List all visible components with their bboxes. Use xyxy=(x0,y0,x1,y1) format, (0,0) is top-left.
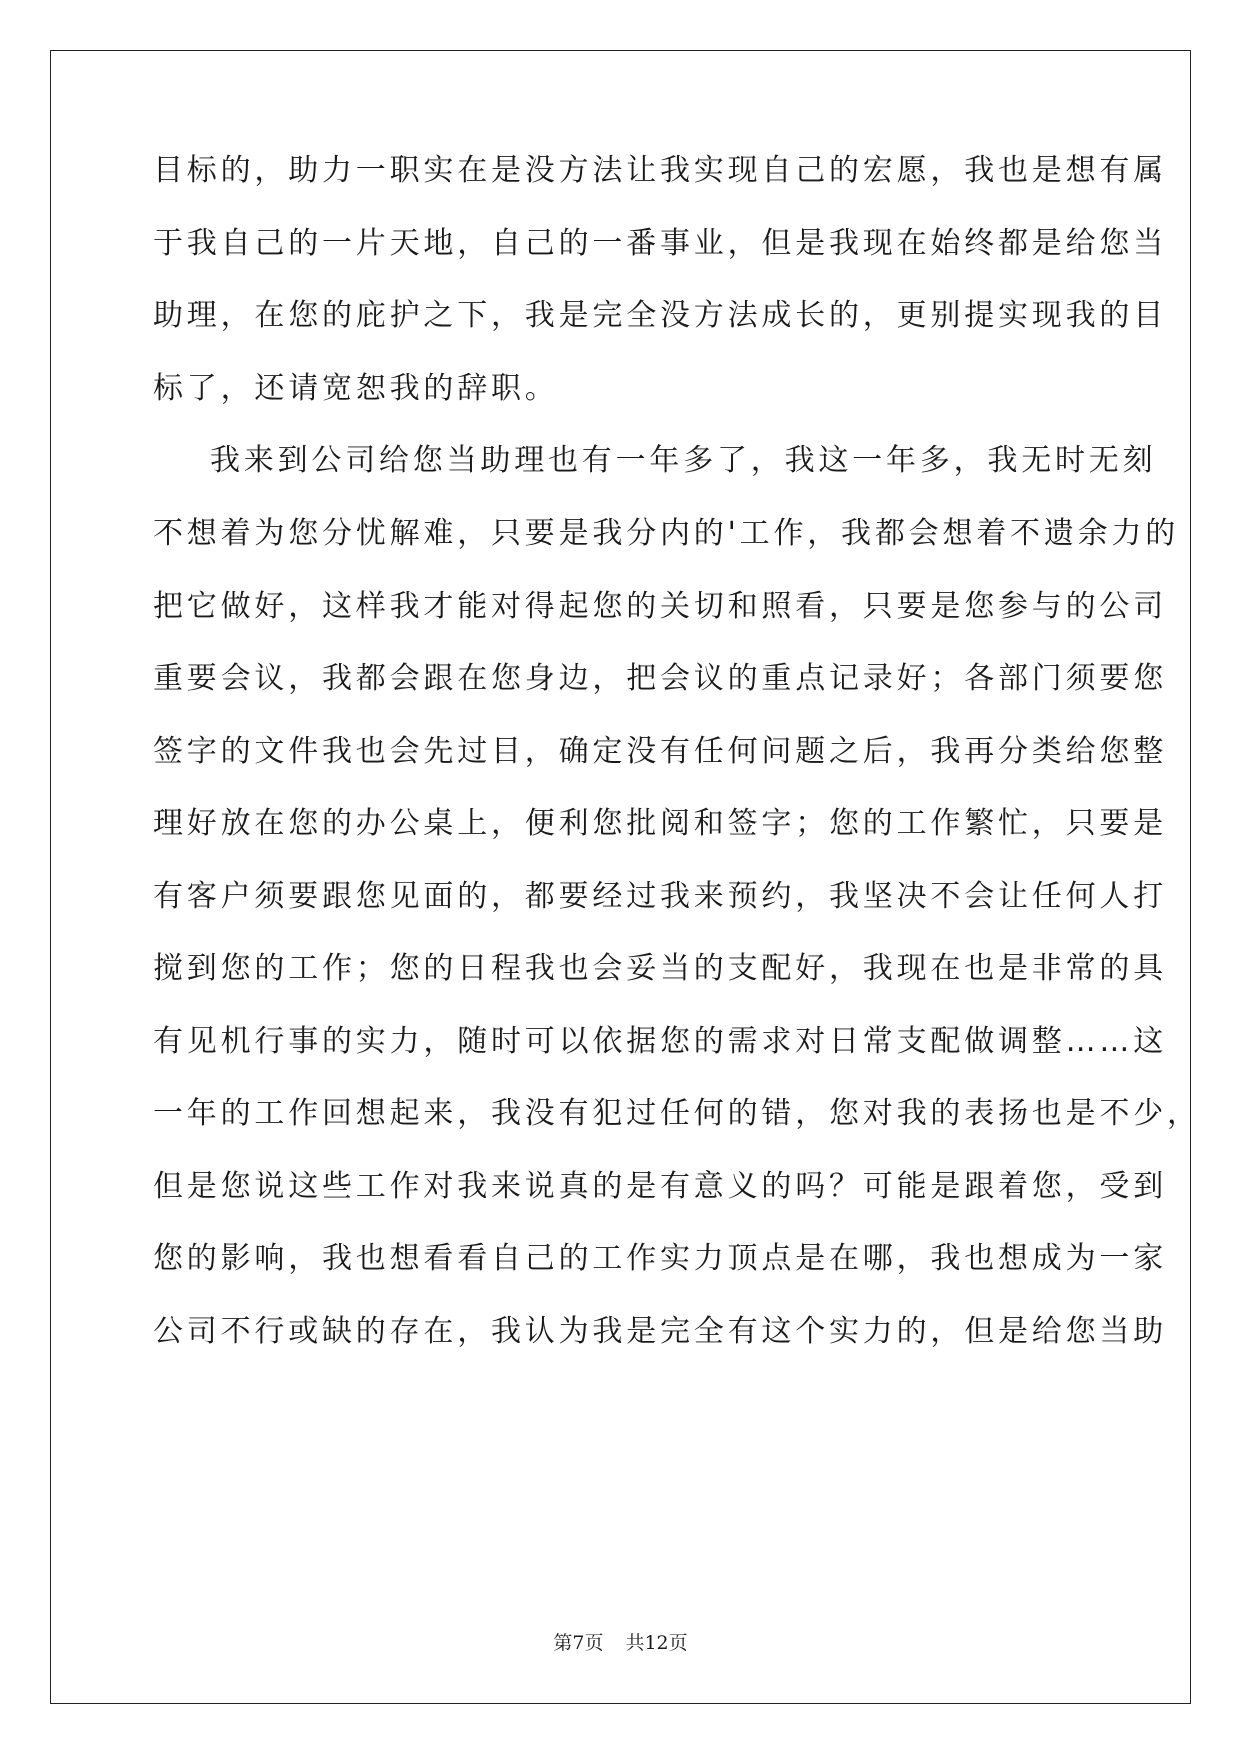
text-line: 重要会议，我都会跟在您身边，把会议的重点记录好；各部门须要您 xyxy=(153,661,1167,696)
text-line: 标了，还请宽恕我的辞职。 xyxy=(153,371,559,406)
text-line: 目标的，助力一职实在是没方法让我实现自己的宏愿，我也是想有属 xyxy=(153,153,1167,188)
text-line: 但是您说这些工作对我来说真的是有意义的吗？可能是跟着您，受到 xyxy=(153,1169,1167,1204)
text-line: 于我自己的一片天地，自己的一番事业，但是我现在始终都是给您当 xyxy=(153,226,1167,261)
page-total: 共12页 xyxy=(625,1632,688,1654)
text-line: 有见机行事的实力，随时可以依据您的需求对日常支配做调整……这 xyxy=(153,1024,1167,1059)
paragraph-first-line: 我来到公司给您当助理也有一年多了，我这一年多，我无时无刻 xyxy=(210,443,1157,478)
text-line: 助理，在您的庇护之下，我是完全没方法成长的，更别提实现我的目 xyxy=(153,298,1167,333)
page-number: 第7页 xyxy=(553,1632,604,1654)
text-line: 理好放在您的办公桌上，便利您批阅和签字；您的工作繁忙，只要是 xyxy=(153,806,1167,841)
text-line: 不想着为您分忧解难，只要是我分内的'工作，我都会想着不遗余力的 xyxy=(153,516,1180,551)
text-line: 您的影响，我也想看看自己的工作实力顶点是在哪，我也想成为一家 xyxy=(153,1241,1167,1276)
text-line: 把它做好，这样我才能对得起您的关切和照看，只要是您参与的公司 xyxy=(153,589,1167,624)
text-line: 签字的文件我也会先过目，确定没有任何问题之后，我再分类给您整 xyxy=(153,734,1167,769)
text-line: 有客户须要跟您见面的，都要经过我来预约，我坚决不会让任何人打 xyxy=(153,879,1167,914)
text-line: 公司不行或缺的存在，我认为我是完全有这个实力的，但是给您当助 xyxy=(153,1314,1167,1349)
text-line: 一年的工作回想起来，我没有犯过任何的错，您对我的表扬也是不少， xyxy=(153,1096,1201,1131)
text-line: 搅到您的工作；您的日程我也会妥当的支配好，我现在也是非常的具 xyxy=(153,951,1167,986)
page-footer xyxy=(0,1628,1241,1655)
